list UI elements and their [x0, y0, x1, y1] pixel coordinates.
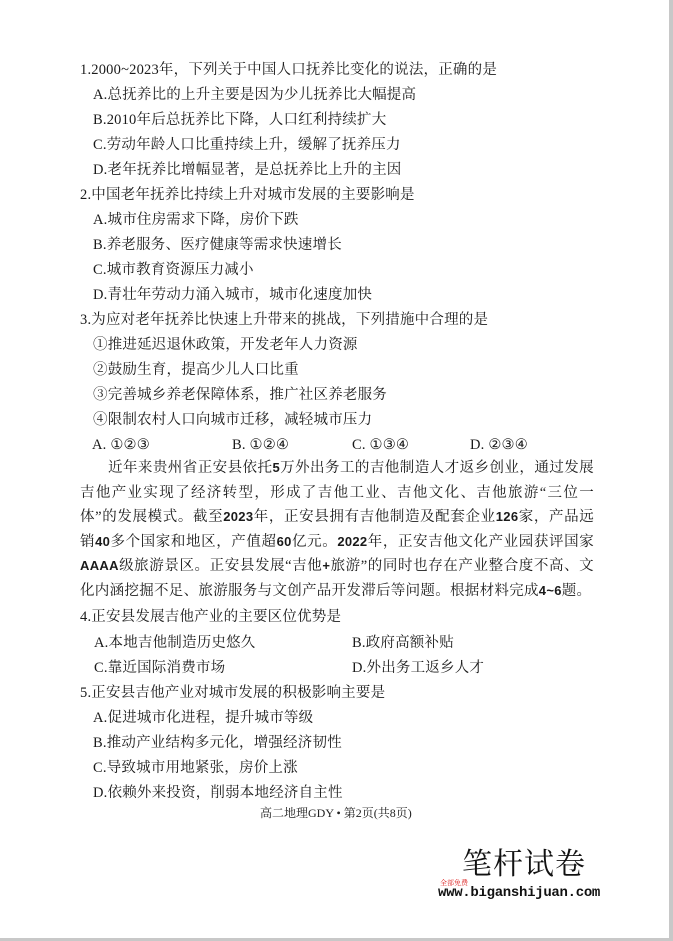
question-1-option-c: C.劳动年龄人口比重持续上升，缓解了抚养压力	[93, 137, 401, 153]
question-4-option-a: A.本地吉他制造历史悠久	[94, 635, 256, 651]
page-footer: 高二地理GDY • 第2页(共8页)	[260, 806, 412, 820]
question-3-statement-2: ②鼓励生育，提高少儿人口比重	[93, 362, 299, 378]
passage-number: +	[322, 558, 331, 574]
passage-number: 40	[95, 533, 111, 549]
question-2-option-a: A.城市住房需求下降，房价下跌	[93, 212, 299, 228]
question-5-stem: 5.正安县吉他产业对城市发展的积极影响主要是	[80, 685, 386, 701]
page-edge-right	[669, 0, 673, 941]
reading-passage	[80, 456, 594, 604]
question-3-option-a: A. ①②③	[92, 437, 150, 453]
passage-text: 年，正安县拥有吉他制造及配套企业	[253, 509, 496, 526]
passage-text: 近年来贵州省正安县依托	[108, 460, 273, 476]
passage-text: 级旅游景区。正安县发展“吉他	[118, 558, 323, 575]
question-3-stem: 3.为应对老年抚养比快速上升带来的挑战，下列措施中合理的是	[80, 312, 489, 328]
question-3-option-c: C. ①③④	[352, 437, 410, 453]
passage-text: 家，产品远销	[80, 509, 595, 550]
passage-number: 5	[272, 460, 280, 475]
watermark-url[interactable]: www.biganshijuan.com	[438, 885, 601, 901]
passage-text: 亿元。	[291, 533, 338, 550]
question-2-option-c: C.城市教育资源压力减小	[93, 262, 254, 278]
question-4-option-d: D.外出务工返乡人才	[352, 660, 485, 676]
question-3-statement-4: ④限制农村人口向城市迁移，减轻城市压力	[93, 412, 373, 428]
question-2-stem: 2.中国老年抚养比持续上升对城市发展的主要影响是	[80, 187, 415, 203]
question-3-option-d: D. ②③④	[470, 437, 528, 453]
passage-number: 2023	[223, 509, 254, 525]
question-3-option-b: B. ①②④	[232, 437, 290, 453]
passage-text: 题。	[561, 582, 592, 599]
passage-number: AAAA	[80, 558, 119, 574]
question-4-option-c: C.靠近国际消费市场	[94, 660, 226, 676]
question-5-option-a: A.促进城市化进程，提升城市等级	[93, 710, 314, 726]
passage-number: 60	[276, 533, 292, 549]
question-4-stem: 4.正安县发展吉他产业的主要区位优势是	[80, 609, 342, 625]
question-4-option-b: B.政府高额补贴	[352, 635, 454, 651]
passage-number: 4~6	[538, 582, 562, 598]
question-5-option-c: C.导致城市用地紧张，房价上涨	[93, 760, 298, 776]
passage-text: 万外出务工的吉他制造人才返乡创业，通过发展吉他产业实现了经济转型，形成了吉他工业、吉他文化、吉他旅游“三位一体”的发展模式。截至	[80, 460, 594, 526]
passage-number: 126	[495, 509, 519, 525]
question-5-option-b: B.推动产业结构多元化，增强经济韧性	[93, 735, 342, 751]
question-3-statement-3: ③完善城乡养老保障体系，推广社区养老服务	[93, 387, 387, 403]
question-1-option-b: B.2010年后总抚养比下降，人口红利持续扩大	[93, 112, 387, 128]
question-1-option-a: A.总抚养比的上升主要是因为少儿抚养比大幅提高	[93, 87, 417, 103]
question-2-option-b: B.养老服务、医疗健康等需求快速增长	[93, 237, 342, 253]
question-5-option-d: D.依赖外来投资，削弱本地经济自主性	[93, 785, 343, 801]
passage-text: 年，正安吉他文化产业园获评国家	[367, 533, 594, 550]
watermark-badge: 全部免费	[440, 879, 468, 887]
question-2-option-d: D.青壮年劳动力涌入城市，城市化速度加快	[93, 287, 373, 303]
passage-text: 多个国家和地区，产值超	[110, 533, 277, 550]
passage-text: 旅游”的同时也存在产业整合度不高、文化内涵挖掘不足、旅游服务与文创产品开发滞后等问题。根据材料完成	[80, 558, 594, 599]
question-3-statement-1: ①推进延迟退休政策，开发老年人力资源	[93, 337, 358, 353]
watermark-title: 笔杆试卷	[462, 847, 586, 882]
question-1-stem: 1.2000~2023年，下列关于中国人口抚养比变化的说法，正确的是	[80, 62, 498, 78]
passage-number: 2022	[337, 533, 368, 549]
question-1-option-d: D.老年抚养比增幅显著，是总抚养比上升的主因	[93, 162, 402, 178]
